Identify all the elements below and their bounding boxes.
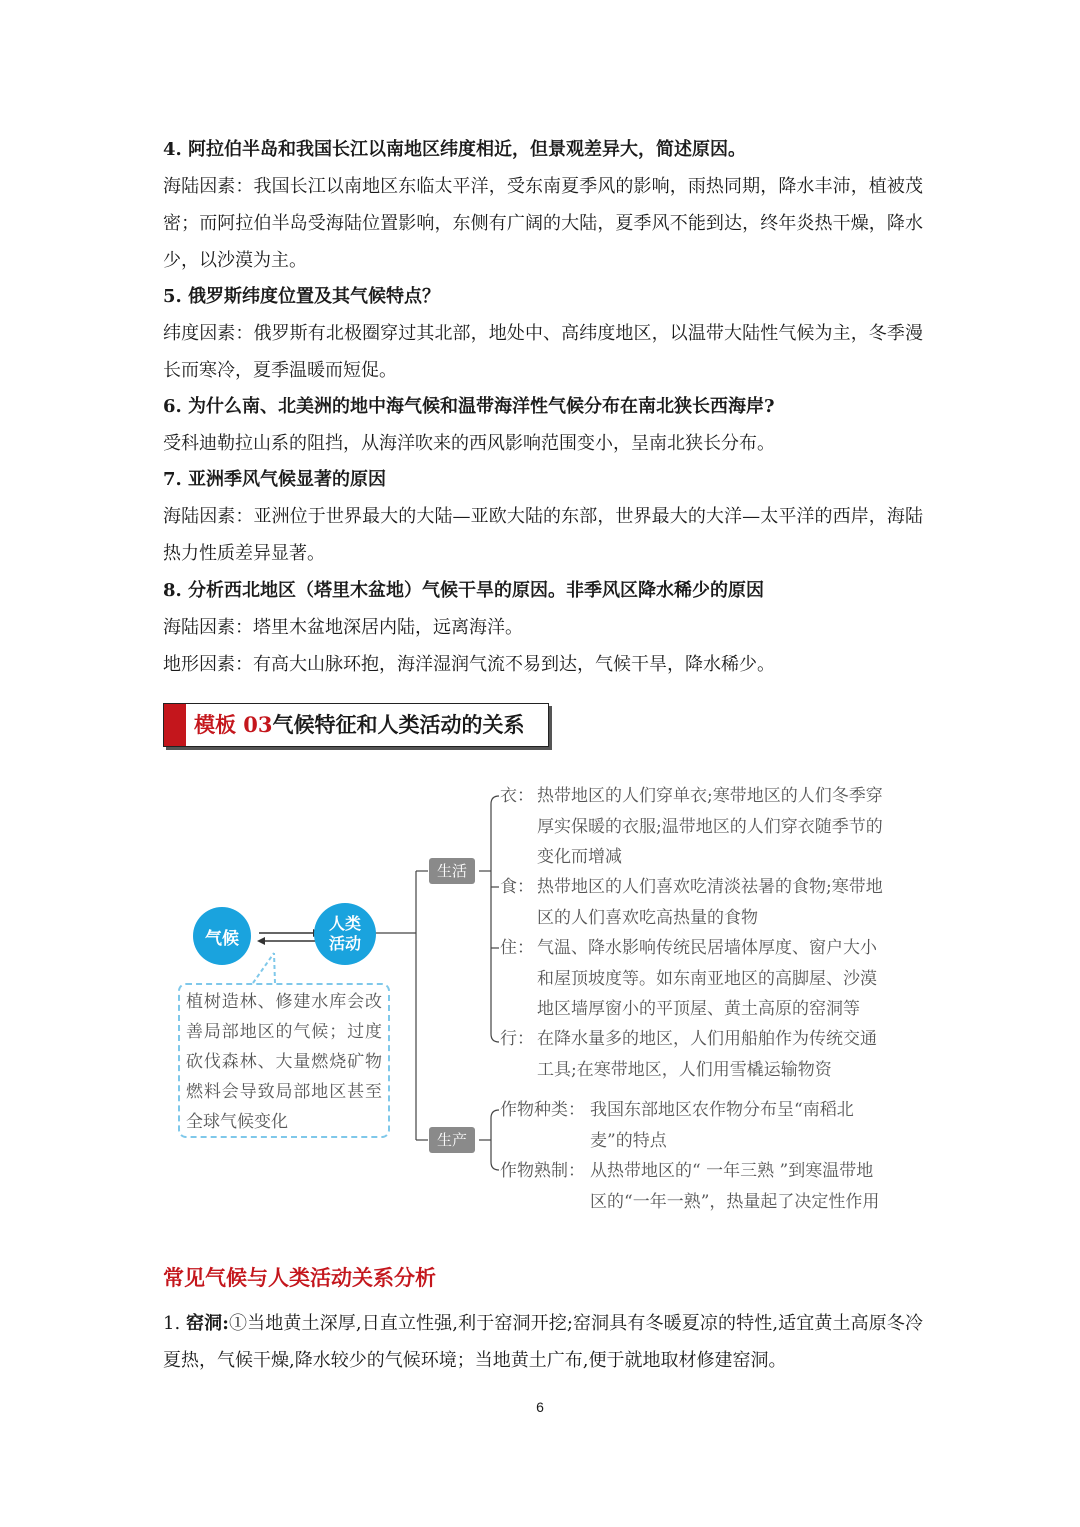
clothing-label: 衣：	[500, 786, 534, 806]
crop-cycle-text: 从热带地区的“ 一年三熟 ”到寒温带地区的“一年一熟”，热量起了决定性作用	[590, 1161, 880, 1212]
food-label: 食：	[500, 877, 534, 897]
analysis-item-1	[163, 1305, 923, 1379]
clothing-text: 热带地区的人们穿单衣;寒带地区的人们冬季穿厚实保暖的衣服;温带地区的人们穿衣随季节的变化而增减	[537, 786, 883, 867]
answer-7: 海陆因素：亚洲位于世界最大的大陆—亚欧大陆的东部，世界最大的大洋—太平洋的西岸，海陆热力性质差异显著。	[163, 506, 923, 564]
question-5: 5. 俄罗斯纬度位置及其气候特点？	[163, 286, 441, 307]
arrowhead-left	[257, 937, 265, 945]
human-activity-node: 人类活动	[314, 903, 376, 965]
crop-cycle-label: 作物熟制：	[500, 1161, 585, 1181]
analysis-term: 窑洞:	[186, 1313, 229, 1334]
question-8: 8. 分析西北地区（塔里木盆地）气候干旱的原因。非季风区降水稀少的原因	[163, 580, 765, 601]
page-number: 6	[536, 1399, 544, 1415]
callout-pointer-left	[253, 953, 274, 983]
section-title	[194, 704, 525, 746]
crop-type-text: 我国东部地区农作物分布呈“南稻北麦”的特点	[590, 1100, 854, 1151]
transport-label: 行：	[500, 1029, 534, 1049]
transport-text: 在降水量多的地区，人们用船舶作为传统交通工具;在寒带地区，人们用雪橇运输物资	[537, 1029, 877, 1080]
analysis-number: 1.	[163, 1313, 181, 1334]
impact-note: 植树造林、修建水库会改善局部地区的气候；过度砍伐森林、大量燃烧矿物燃料会导致局部地区甚至全球气候变化	[178, 983, 390, 1138]
crop-type-label: 作物种类：	[500, 1100, 585, 1120]
answer-8b: 地形因素：有高大山脉环抱，海洋湿润气流不易到达，气候干旱，降水稀少。	[163, 654, 775, 675]
section-accent-bar	[164, 704, 186, 746]
food-text: 热带地区的人们喜欢吃清淡祛暑的食物;寒带地区的人们喜欢吃高热量的食物	[537, 877, 883, 928]
life-bracket	[491, 796, 499, 1042]
section-prefix: 模板 03	[194, 712, 273, 737]
section-title-text: 气候特征和人类活动的关系	[272, 712, 525, 737]
question-6: 6. 为什么南、北美洲的地中海气候和温带海洋性气候分布在南北狭长西海岸?	[163, 396, 775, 417]
housing-text: 气温、降水影响传统民居墙体厚度、窗户大小和屋顶坡度等。如东南亚地区的高脚屋、沙漠地区墙厚窗小的平顶屋、黄土高原的窑洞等	[537, 938, 877, 1019]
answer-6: 受科迪勒拉山系的阻挡，从海洋吹来的西风影响范围变小，呈南北狭长分布。	[163, 433, 775, 454]
analysis-text: ①当地黄土深厚,日直立性强,利于窑洞开挖;窑洞具有冬暖夏凉的特性,适宜黄土高原冬冷夏热，气候干燥,降水较少的气候环境；当地黄土广布,便于就地取材修建窑洞。	[163, 1313, 923, 1371]
production-tag: 生产	[429, 1127, 475, 1153]
answer-5: 纬度因素：俄罗斯有北极圈穿过其北部，地处中、高纬度地区，以温带大陆性气候为主，冬季漫长而寒冷，夏季温暖而短促。	[163, 323, 923, 381]
question-4: 4. 阿拉伯半岛和我国长江以南地区纬度相近，但景观差异大，简述原因。	[163, 139, 747, 160]
section-header	[163, 703, 549, 747]
answer-4: 海陆因素：我国长江以南地区东临太平洋，受东南夏季风的影响，雨热同期，降水丰沛，植被茂密；而阿拉伯半岛受海陆位置影响，东侧有广阔的大陆，夏季风不能到达，终年炎热干燥，降水少，以沙漠为主。	[163, 176, 923, 271]
callout-pointer-right	[274, 953, 275, 983]
housing-label: 住：	[500, 938, 534, 958]
climate-node: 气候	[193, 907, 251, 965]
question-7: 7. 亚洲季风气候显著的原因	[163, 469, 387, 490]
life-tag: 生活	[429, 858, 475, 884]
climate-human-diagram	[163, 770, 923, 1250]
answer-8a: 海陆因素：塔里木盆地深居内陆，远离海洋。	[163, 617, 523, 638]
production-bracket	[491, 1110, 499, 1170]
analysis-title: 常见气候与人类活动关系分析	[163, 1266, 436, 1290]
